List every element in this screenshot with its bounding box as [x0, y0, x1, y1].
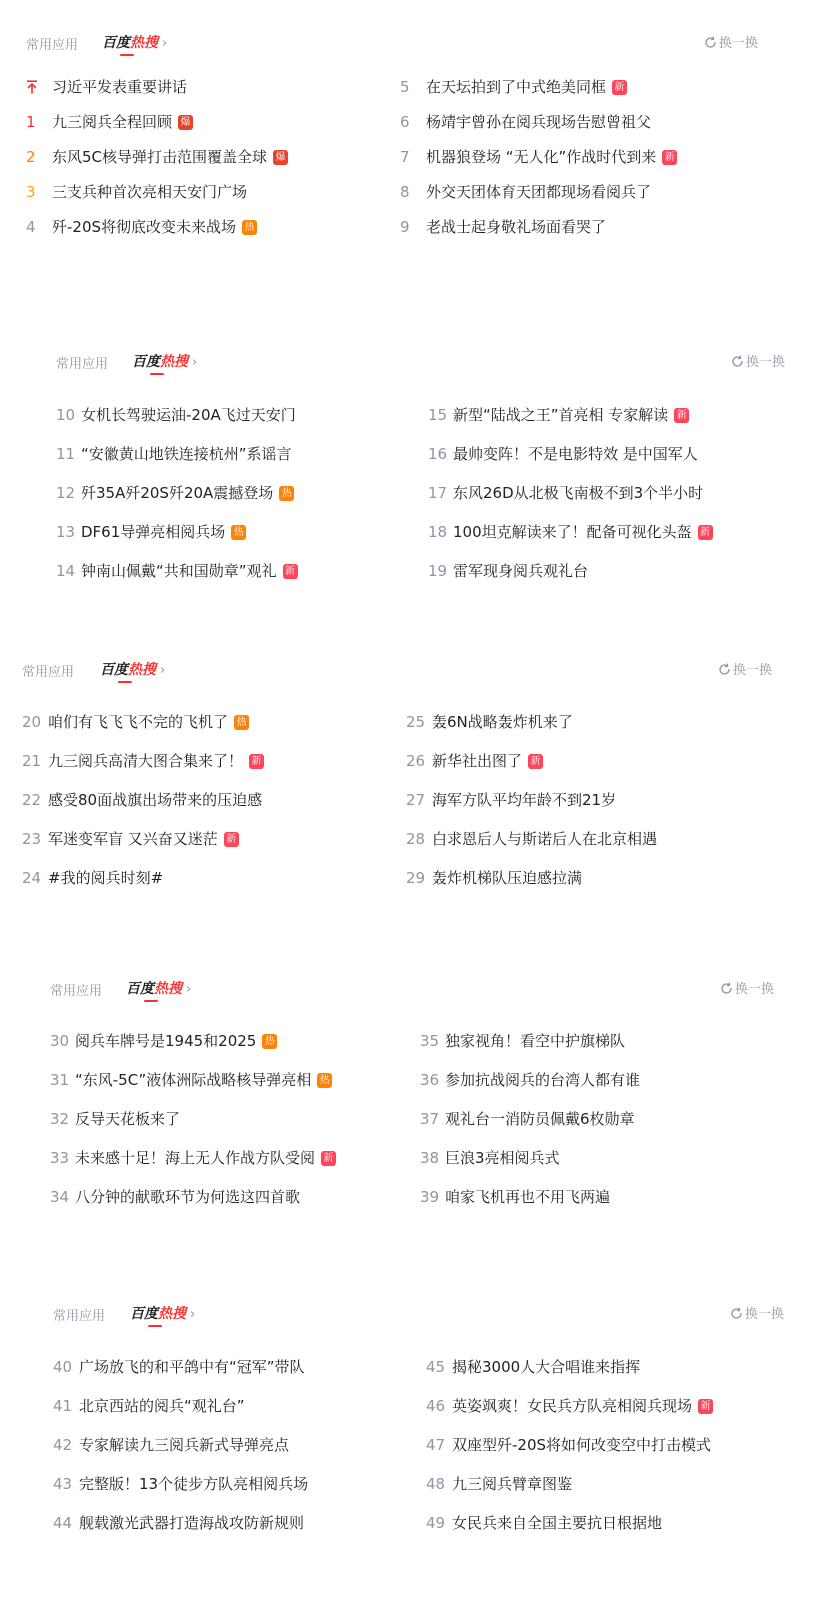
- rank-number: 13: [56, 523, 76, 541]
- chevron-right-icon: ›: [190, 1307, 196, 1322]
- tab-hot-accent: 热搜: [158, 1306, 186, 1322]
- hot-search-title[interactable]: 机器狼登场 “无人化”作战时代到来: [426, 148, 657, 166]
- hot-search-title[interactable]: 习近平发表重要讲话: [52, 78, 188, 96]
- hot-search-item[interactable]: [428, 512, 713, 551]
- refresh-icon: [730, 1307, 743, 1320]
- hot-search-title[interactable]: 观礼台一消防员佩戴6枚勋章: [445, 1110, 635, 1128]
- tab-hot-prefix: 百度: [132, 354, 160, 370]
- new-badge: 新: [662, 150, 677, 165]
- chevron-right-icon: ›: [160, 663, 166, 678]
- hot-search-item[interactable]: [420, 1177, 640, 1216]
- hot-search-title[interactable]: 海军方队平均年龄不到21岁: [432, 791, 617, 809]
- rank-number: 39: [420, 1188, 440, 1206]
- rank-number: 10: [56, 406, 76, 424]
- new-badge: 新: [224, 832, 239, 847]
- hot-search-item[interactable]: [400, 139, 677, 174]
- new-badge: 新: [698, 1399, 713, 1414]
- rank-number: 41: [53, 1397, 73, 1415]
- rank-number: 4: [26, 218, 36, 236]
- panel-header: [0, 1297, 836, 1327]
- hot-list-right-column: [420, 1021, 640, 1216]
- hot-search-item[interactable]: [426, 1425, 713, 1464]
- rank-number: 14: [56, 562, 76, 580]
- hot-search-panel: [0, 1297, 836, 1567]
- rank-number: 45: [426, 1358, 446, 1376]
- hot-search-item[interactable]: [406, 858, 657, 897]
- hot-search-item[interactable]: [53, 1425, 308, 1464]
- hot-search-item[interactable]: [53, 1503, 308, 1542]
- hot-search-title[interactable]: “安徽黄山地铁连接杭州”系谣言: [81, 445, 292, 463]
- refresh-button[interactable]: [720, 978, 774, 997]
- refresh-label: 换一换: [733, 663, 773, 678]
- panel-header: [0, 972, 836, 1002]
- rank-number: 38: [420, 1149, 440, 1167]
- tab-hot-prefix: 百度: [130, 1306, 158, 1322]
- chevron-right-icon: ›: [192, 355, 198, 370]
- rank-number: 12: [56, 484, 76, 502]
- rank-number: 33: [50, 1149, 70, 1167]
- hot-badge: 热: [279, 486, 294, 501]
- hot-search-item[interactable]: [26, 104, 288, 139]
- active-tab-underline: [148, 1325, 162, 1327]
- hot-search-item[interactable]: [50, 1060, 336, 1099]
- rank-number: 23: [22, 830, 42, 848]
- new-badge: 新: [321, 1151, 336, 1166]
- hot-search-title[interactable]: 英姿飒爽！女民兵方队亮相阅兵现场: [452, 1397, 693, 1415]
- tab-hot-accent: 热搜: [130, 35, 158, 51]
- hot-search-title[interactable]: 九三阅兵臂章图鉴: [452, 1475, 573, 1493]
- hot-search-title[interactable]: 白求恩后人与斯诺后人在北京相遇: [432, 830, 658, 848]
- hot-search-title[interactable]: 阅兵车牌号是1945和2025: [75, 1032, 257, 1050]
- hot-search-title[interactable]: “东风-5C”液体洲际战略核导弹亮相: [75, 1071, 312, 1089]
- rank-number: 5: [400, 78, 410, 96]
- rank-number: 29: [406, 869, 426, 887]
- tab-hot-prefix: 百度: [100, 662, 128, 678]
- rank-number: 30: [50, 1032, 70, 1050]
- tab-baidu-hot-search[interactable]: [132, 351, 197, 371]
- hot-search-item[interactable]: [22, 780, 264, 819]
- hot-badge: 热: [242, 220, 257, 235]
- rank-number: 11: [56, 445, 76, 463]
- hot-search-item[interactable]: [26, 139, 288, 174]
- hot-search-item[interactable]: [56, 434, 298, 473]
- active-tab-underline: [118, 681, 132, 683]
- rank-number: 16: [428, 445, 448, 463]
- hot-search-title[interactable]: 新型“陆战之王”首亮相 专家解读: [453, 406, 669, 424]
- hot-search-panel: [0, 26, 836, 296]
- hot-search-title[interactable]: 东风5C核导弹打击范围覆盖全球: [52, 148, 268, 166]
- rank-number: 34: [50, 1188, 70, 1206]
- hot-search-item[interactable]: [22, 819, 264, 858]
- rank-number: 24: [22, 869, 42, 887]
- hot-search-title[interactable]: 反导天花板来了: [75, 1110, 181, 1128]
- rank-number: 26: [406, 752, 426, 770]
- hot-search-title[interactable]: 歼35A歼20S歼20A震撼登场: [81, 484, 274, 502]
- hot-search-item[interactable]: [400, 69, 677, 104]
- tab-baidu-hot-search[interactable]: [100, 659, 165, 679]
- hot-search-item[interactable]: [420, 1138, 640, 1177]
- rank-number: 3: [26, 183, 36, 201]
- hot-search-title[interactable]: 100坦克解读来了！配备可视化头盔: [453, 523, 692, 541]
- hot-search-title[interactable]: 舰载激光武器打造海战攻防新规则: [79, 1514, 305, 1532]
- panel-header: [0, 345, 836, 375]
- hot-search-title[interactable]: 咱家飞机再也不用飞两遍: [445, 1188, 611, 1206]
- hot-search-title[interactable]: 女机长驾驶运油-20A飞过天安门: [81, 406, 296, 424]
- hot-search-item[interactable]: [50, 1138, 336, 1177]
- refresh-label: 换一换: [719, 36, 759, 51]
- hot-list-left-column: [53, 1347, 308, 1542]
- hot-badge: 热: [234, 715, 249, 730]
- hot-search-item[interactable]: [53, 1347, 308, 1386]
- hot-search-title[interactable]: 在天坛拍到了中式绝美同框: [426, 78, 607, 96]
- rank-number: 44: [53, 1514, 73, 1532]
- hot-search-item[interactable]: [420, 1099, 640, 1138]
- refresh-label: 换一换: [735, 982, 775, 997]
- hot-search-title[interactable]: 八分钟的献歌环节为何选这四首歌: [75, 1188, 301, 1206]
- hot-search-item[interactable]: [53, 1464, 308, 1503]
- tab-hot-accent: 热搜: [128, 662, 156, 678]
- hot-list-left-column: [56, 395, 298, 590]
- tab-hot-prefix: 百度: [102, 35, 130, 51]
- hot-search-title[interactable]: 双座型歼-20S将如何改变空中打击模式: [452, 1436, 712, 1454]
- refresh-button[interactable]: [731, 351, 785, 370]
- hot-search-title[interactable]: DF61导弹亮相阅兵场: [81, 523, 226, 541]
- hot-search-item[interactable]: [26, 174, 288, 209]
- hot-list-left-column: [50, 1021, 336, 1216]
- rank-number: 21: [22, 752, 42, 770]
- tab-baidu-hot-search[interactable]: [102, 32, 167, 52]
- hot-list-right-column: [406, 702, 657, 897]
- hot-list-right-column: [400, 69, 677, 244]
- hot-search-item[interactable]: [56, 473, 298, 512]
- hot-search-item[interactable]: [53, 1386, 308, 1425]
- hot-search-panel: [0, 653, 836, 923]
- hot-search-title[interactable]: 感受80面战旗出场带来的压迫感: [48, 791, 263, 809]
- hot-list-left-column: [22, 702, 264, 897]
- hot-search-item[interactable]: [406, 702, 657, 741]
- hot-search-item[interactable]: [26, 209, 288, 244]
- hot-search-item[interactable]: [426, 1503, 713, 1542]
- hot-badge: 热: [262, 1034, 277, 1049]
- refresh-label: 换一换: [746, 355, 786, 370]
- hot-search-title[interactable]: 未来感十足！海上无人作战方队受阅: [75, 1149, 316, 1167]
- rank-number: 22: [22, 791, 42, 809]
- refresh-icon: [720, 982, 733, 995]
- hot-search-item[interactable]: [428, 395, 713, 434]
- hot-search-title[interactable]: 东风26D从北极飞南极不到3个半小时: [453, 484, 704, 502]
- hot-search-item[interactable]: [420, 1060, 640, 1099]
- hot-search-item[interactable]: [426, 1386, 713, 1425]
- refresh-button[interactable]: [704, 32, 758, 51]
- new-badge: 新: [612, 80, 627, 95]
- hot-search-item[interactable]: [22, 858, 264, 897]
- refresh-icon: [704, 36, 717, 49]
- tab-baidu-hot-search[interactable]: [130, 1303, 195, 1323]
- hot-search-title[interactable]: 独家视角！看空中护旗梯队: [445, 1032, 626, 1050]
- hot-search-title[interactable]: 咱们有飞飞飞不完的飞机了: [48, 713, 229, 731]
- tab-common-apps[interactable]: 常用应用: [50, 984, 103, 999]
- rank-number: 19: [428, 562, 448, 580]
- hot-search-title[interactable]: 杨靖宇曾孙在阅兵现场告慰曾祖父: [426, 113, 652, 131]
- refresh-label: 换一换: [745, 1307, 785, 1322]
- hot-search-title[interactable]: 雷军现身阅兵观礼台: [453, 562, 589, 580]
- refresh-icon: [731, 355, 744, 368]
- hot-search-item[interactable]: [56, 395, 298, 434]
- refresh-icon: [718, 663, 731, 676]
- rank-number: 48: [426, 1475, 446, 1493]
- hot-search-item[interactable]: [428, 434, 713, 473]
- tab-common-apps[interactable]: 常用应用: [53, 1309, 106, 1324]
- rank-number: 31: [50, 1071, 70, 1089]
- hot-list-left-column: [26, 69, 288, 244]
- hot-search-item[interactable]: [400, 209, 677, 244]
- hot-search-title[interactable]: 老战士起身敬礼场面看哭了: [426, 218, 607, 236]
- hot-search-title[interactable]: 军迷变军盲 又兴奋又迷茫: [48, 830, 218, 848]
- hot-search-item[interactable]: [400, 174, 677, 209]
- hot-search-title[interactable]: 最帅变阵！不是电影特效 是中国军人: [453, 445, 698, 463]
- boom-badge: 爆: [178, 115, 193, 130]
- boom-badge: 爆: [273, 150, 288, 165]
- rank-number: 9: [400, 218, 410, 236]
- hot-list-right-column: [428, 395, 713, 590]
- hot-search-item[interactable]: [428, 473, 713, 512]
- rank-number: 7: [400, 148, 410, 166]
- hot-search-title[interactable]: 钟南山佩戴“共和国勋章”观礼: [81, 562, 277, 580]
- hot-search-title[interactable]: 揭秘3000人大合唱谁来指挥: [452, 1358, 641, 1376]
- new-badge: 新: [249, 754, 264, 769]
- rank-number: 25: [406, 713, 426, 731]
- active-tab-underline: [144, 1000, 158, 1002]
- hot-search-item[interactable]: [22, 702, 264, 741]
- hot-search-item[interactable]: [420, 1021, 640, 1060]
- refresh-button[interactable]: [730, 1303, 784, 1322]
- tab-common-apps[interactable]: 常用应用: [22, 665, 75, 680]
- rank-number: 40: [53, 1358, 73, 1376]
- rank-number: 46: [426, 1397, 446, 1415]
- rank-number: 49: [426, 1514, 446, 1532]
- rank-number: 20: [22, 713, 42, 731]
- hot-badge: 热: [231, 525, 246, 540]
- hot-search-title[interactable]: 女民兵来自全国主要抗日根据地: [452, 1514, 663, 1532]
- hot-search-item[interactable]: [428, 551, 713, 590]
- hot-search-panel: [0, 345, 836, 615]
- hot-search-title[interactable]: 新华社出图了: [432, 752, 523, 770]
- rank-number: 1: [26, 113, 36, 131]
- tab-common-apps[interactable]: 常用应用: [26, 38, 79, 53]
- chevron-right-icon: ›: [162, 36, 168, 51]
- hot-search-panel: [0, 972, 836, 1242]
- hot-search-item[interactable]: [406, 741, 657, 780]
- hot-search-title[interactable]: 巨浪3亮相阅兵式: [445, 1149, 560, 1167]
- hot-search-title[interactable]: 九三阅兵全程回顾: [52, 113, 173, 131]
- active-tab-underline: [120, 54, 134, 56]
- new-badge: 新: [528, 754, 543, 769]
- panel-header: [0, 653, 836, 683]
- tab-common-apps[interactable]: 常用应用: [56, 357, 109, 372]
- hot-search-item[interactable]: [426, 1464, 713, 1503]
- hot-search-item[interactable]: [406, 819, 657, 858]
- new-badge: 新: [698, 525, 713, 540]
- rank-number: 43: [53, 1475, 73, 1493]
- hot-search-item[interactable]: [22, 741, 264, 780]
- hot-search-item[interactable]: [50, 1177, 336, 1216]
- hot-search-title[interactable]: 广场放飞的和平鸽中有“冠军”带队: [79, 1358, 305, 1376]
- rank-number: 18: [428, 523, 448, 541]
- hot-search-title[interactable]: 三支兵种首次亮相天安门广场: [52, 183, 248, 201]
- tab-hot-prefix: 百度: [126, 981, 154, 997]
- hot-search-title[interactable]: 九三阅兵高清大图合集来了！: [48, 752, 244, 770]
- hot-search-title[interactable]: 专家解读九三阅兵新式导弹亮点: [79, 1436, 290, 1454]
- rank-number: 35: [420, 1032, 440, 1050]
- hot-search-title[interactable]: 外交天团体育天团都现场看阅兵了: [426, 183, 652, 201]
- hot-search-item[interactable]: [56, 551, 298, 590]
- refresh-button[interactable]: [718, 659, 772, 678]
- new-badge: 新: [674, 408, 689, 423]
- rank-number: 17: [428, 484, 448, 502]
- rank-number: 6: [400, 113, 410, 131]
- panel-header: [0, 26, 836, 56]
- hot-search-title[interactable]: 轰6N战略轰炸机来了: [432, 713, 573, 731]
- new-badge: 新: [283, 564, 298, 579]
- hot-search-title[interactable]: 参加抗战阅兵的台湾人都有谁: [445, 1071, 641, 1089]
- hot-badge: 热: [317, 1073, 332, 1088]
- rank-number: 8: [400, 183, 410, 201]
- hot-search-item[interactable]: [26, 69, 288, 104]
- rank-number: 2: [26, 148, 36, 166]
- rank-number: 15: [428, 406, 448, 424]
- hot-search-item[interactable]: [406, 780, 657, 819]
- tab-hot-accent: 热搜: [154, 981, 182, 997]
- hot-search-item[interactable]: [56, 512, 298, 551]
- chevron-right-icon: ›: [186, 982, 192, 997]
- hot-search-title[interactable]: 轰炸机梯队压迫感拉满: [432, 869, 583, 887]
- hot-search-item[interactable]: [50, 1021, 336, 1060]
- rank-number: 32: [50, 1110, 70, 1128]
- rank-number: 42: [53, 1436, 73, 1454]
- hot-search-item[interactable]: [400, 104, 677, 139]
- hot-search-item[interactable]: [50, 1099, 336, 1138]
- hot-search-title[interactable]: #我的阅兵时刻#: [48, 869, 164, 887]
- hot-list-right-column: [426, 1347, 713, 1542]
- tab-hot-accent: 热搜: [160, 354, 188, 370]
- active-tab-underline: [150, 373, 164, 375]
- pin-top-icon: [26, 70, 52, 105]
- rank-number: 27: [406, 791, 426, 809]
- hot-search-item[interactable]: [426, 1347, 713, 1386]
- hot-search-title[interactable]: 完整版！13个徒步方队亮相阅兵场: [79, 1475, 309, 1493]
- rank-number: 28: [406, 830, 426, 848]
- rank-number: 47: [426, 1436, 446, 1454]
- tab-baidu-hot-search[interactable]: [126, 978, 191, 998]
- hot-search-title[interactable]: 北京西站的阅兵“观礼台”: [79, 1397, 245, 1415]
- rank-number: 37: [420, 1110, 440, 1128]
- rank-number: 36: [420, 1071, 440, 1089]
- hot-search-title[interactable]: 歼-20S将彻底改变未来战场: [52, 218, 237, 236]
